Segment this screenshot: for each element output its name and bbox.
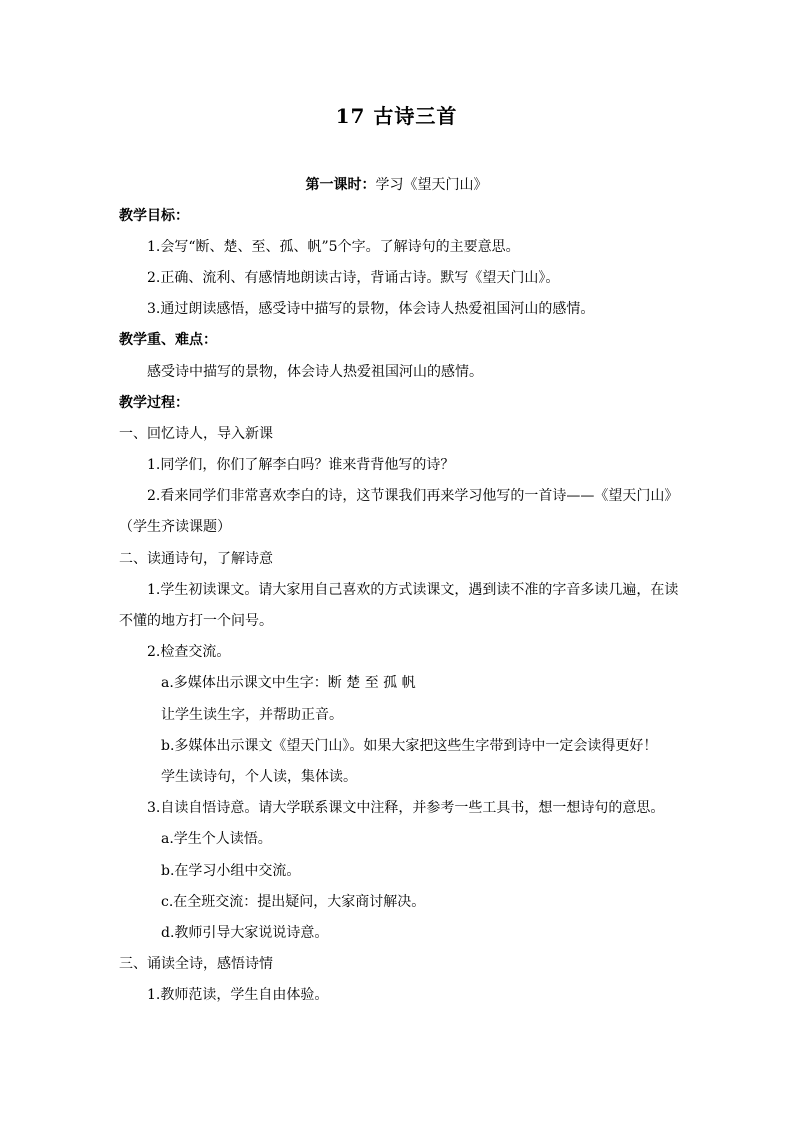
section-3-title: 三、诵读全诗，感悟诗情 — [119, 956, 273, 972]
section-2-item-1-cont: 不懂的地方打一个问号。 — [119, 613, 273, 629]
section-2-sub3-a: a.学生个人读悟。 — [161, 831, 272, 847]
lesson-label: 第一课时： — [305, 177, 376, 193]
section-2-sub-a: a.多媒体出示课文中生字：断 楚 至 孤 帆 — [161, 675, 416, 691]
section-2-item-2: 2.检查交流。 — [147, 644, 231, 660]
focus-text: 感受诗中描写的景物，体会诗人热爱祖国河山的感情。 — [147, 364, 483, 380]
section-2-sub3-b: b.在学习小组中交流。 — [161, 863, 301, 879]
objective-item-3: 3.通过朗读感悟，感受诗中描写的景物，体会诗人热爱祖国河山的感情。 — [147, 301, 595, 317]
process-heading: 教学过程： — [119, 395, 189, 411]
objective-item-1: 1.会写“断、楚、至、孤、帆”5个字。了解诗句的主要意思。 — [147, 239, 520, 255]
objectives-heading: 教学目标： — [119, 208, 189, 224]
section-2-item-1: 1.学生初读课文。请大家用自己喜欢的方式读课文，遇到读不准的字音多读几遍，在读 — [147, 582, 679, 598]
lesson-subtitle — [0, 175, 793, 195]
page-title: 17 古诗三首 — [335, 104, 458, 128]
lesson-text: 学习《望天门山》 — [375, 177, 488, 193]
section-2-sub3-c: c.在全班交流：提出疑问，大家商讨解决。 — [161, 894, 426, 910]
section-1-title: 一、回忆诗人，导入新课 — [119, 426, 273, 442]
focus-heading: 教学重、难点： — [119, 332, 217, 348]
section-1-item-2: 2.看来同学们非常喜欢李白的诗，这节课我们再来学习他写的一首诗——《望天门山》 — [147, 488, 679, 504]
objective-item-2: 2.正确、流利、有感情地朗读古诗，背诵古诗。默写《望天门山》。 — [147, 270, 560, 286]
section-2-item-3: 3.自读自悟诗意。请大学联系课文中注释，并参考一些工具书，想一想诗句的意思。 — [147, 800, 665, 816]
section-2-title: 二、读通诗句，了解诗意 — [119, 551, 273, 567]
section-2-sub3-d: d.教师引导大家说说诗意。 — [161, 925, 329, 941]
section-2-sub-a-note: 让学生读生字，并帮助正音。 — [161, 707, 343, 723]
section-1-item-1: 1.同学们，你们了解李白吗？谁来背背他写的诗？ — [147, 457, 455, 473]
section-1-item-2-cont: （学生齐读课题） — [119, 519, 231, 535]
section-2-sub-b: b.多媒体出示课文《望天门山》。如果大家把这些生字带到诗中一定会读得更好！ — [161, 738, 658, 754]
section-3-item-1: 1.教师范读，学生自由体验。 — [147, 987, 329, 1003]
section-2-sub-b-note: 学生读诗句，个人读，集体读。 — [161, 769, 357, 785]
